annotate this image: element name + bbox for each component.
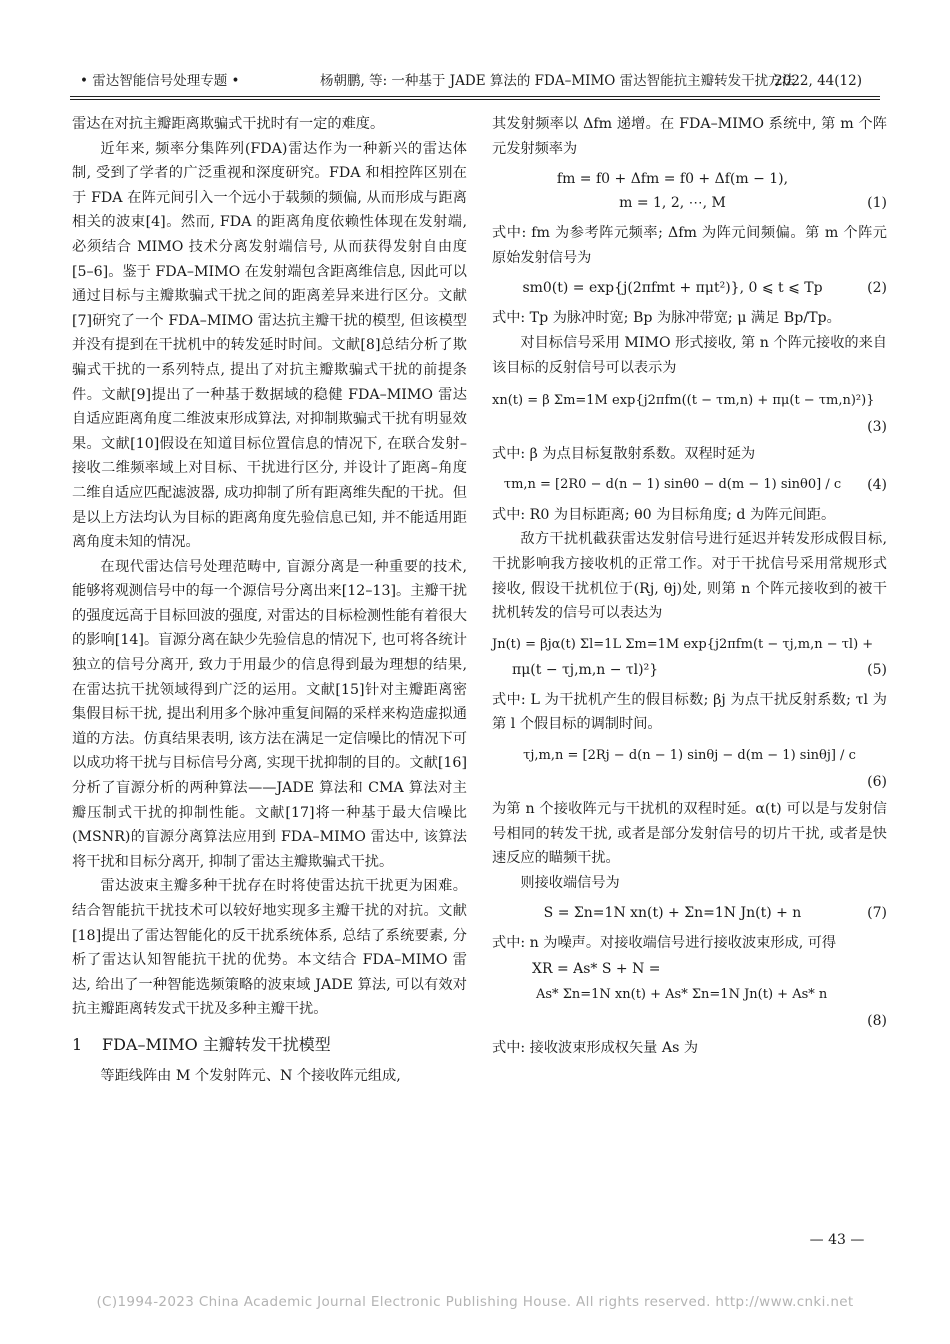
section-number: 1 — [72, 1034, 83, 1054]
equation-body: sm0(t) = exp{j(2πfmt + πμt²)}, 0 ⩽ t ⩽ Tp — [522, 280, 823, 297]
header-section: • 雷达智能信号处理专题 • — [80, 73, 240, 89]
equation-6: τj,m,n = [2Rj − d(n − 1) sinθj − d(m − 1) sinθj] / c — [523, 747, 856, 763]
paragraph: 式中: fm 为参考阵元频率; Δfm 为阵元间频偏。第 m 个阵元原始发射信号为 — [492, 225, 887, 266]
equation-body: fm = f0 + Δfm = f0 + Δf(m − 1), — [556, 171, 789, 188]
equation-number: (6) — [867, 773, 887, 790]
paragraph: 为第 n 个接收阵元与干扰机的双程时延。α(t) 可以是与发射信号相同的转发干扰, 或者是部分发射信号的切片干扰, 或者是快速反应的瞄频干扰。 — [492, 800, 887, 867]
equation-number: (5) — [867, 661, 887, 678]
paragraph: 式中: n 为噪声。对接收端信号进行接收波束形成, 可得 — [492, 935, 837, 952]
header-year-volume: 2022, 44(12) — [774, 73, 862, 89]
equation-number: (7) — [867, 905, 887, 922]
equation-8-cont: As* Σn=1N xn(t) + As* Σn=1N Jn(t) + As* n — [536, 986, 828, 1002]
left-column — [72, 112, 467, 1089]
paragraph: 式中: β 为点目标复散射系数。双程时延为 — [492, 446, 756, 463]
paragraph: 雷达波束主瓣多种干扰存在时将使雷达抗干扰更为困难。结合智能抗干扰技术可以较好地实现多主瓣干扰的对抗。文献[18]提出了雷达智能化的反干扰系统体系, 总结了系统要素, 分析了雷达认知智能抗干扰的优势。本文结合 FDA–MIMO 雷达, 给出了一种智能选频策略的波束域 JADE 算法, 可以有效对抗主瓣距离转发式干扰及多种主瓣干扰。 — [72, 878, 467, 1018]
equation-number: (2) — [867, 280, 887, 297]
paragraph: 等距线阵由 M 个发射阵元、N 个接收阵元组成, — [100, 1067, 401, 1084]
header-rule-top — [70, 96, 880, 97]
equation-1-cont — [492, 191, 887, 215]
equation-number: (1) — [867, 195, 887, 212]
header-rule-bottom — [70, 99, 880, 100]
equation-5: Jn(t) = βjα(t) Σl=1L Σm=1M exp{j2πfm(t − τj,m,n − τl) + — [492, 636, 874, 652]
running-header — [70, 68, 890, 94]
paragraph: 式中: L 为干扰机产生的假目标数; βj 为点干扰反射系数; τl 为第 l 个假目标的调制时间。 — [492, 691, 887, 733]
equation-body: πμ(t − τj,m,n − τl)²} — [512, 661, 659, 678]
section-heading — [72, 1030, 467, 1060]
equation-1 — [492, 167, 887, 191]
copyright-footer: (C)1994-2023 China Academic Journal Electronic Publishing House. All rights reserved. http://www.cnki.net — [96, 1294, 854, 1310]
equation-5-cont — [492, 658, 887, 682]
paragraph: 式中: R0 为目标距离; θ0 为目标角度; d 为阵元间距。 — [492, 506, 836, 523]
equation-number: (8) — [867, 1012, 887, 1029]
equation-body: m = 1, 2, ⋯, M — [619, 195, 726, 212]
equation-body: τm,n = [2R0 − d(n − 1) sinθ0 − d(m − 1) sinθ0] / c — [503, 476, 842, 492]
equation-number: (3) — [867, 419, 887, 436]
page-number: — 43 — — [809, 1232, 865, 1248]
paragraph: 式中: 接收波束形成权矢量 As 为 — [492, 1039, 699, 1056]
paragraph: 则接收端信号为 — [520, 874, 620, 891]
equation-2 — [492, 276, 887, 300]
section-title: FDA–MIMO 主瓣转发干扰模型 — [102, 1034, 331, 1054]
equation-3: xn(t) = β Σm=1M exp{j2πfm((t − τm,n) + πμ(t − τm,n)²)} — [492, 393, 875, 409]
paragraph: 在现代雷达信号处理范畴中, 盲源分离是一种重要的技术, 能够将观测信号中的每一个源信号分离出来[12–13]。主瓣干扰的强度远高于目标回波的强度, 对雷达的目标检测性能有着很大的影响[14]。盲源分离在缺少先验信息的情况下, 也可将各统计独立的信号分离开, 致力于用最少的信息得到最为理想的结果, 在雷达抗干扰领域得到广泛的运用。文献[15]针对主瓣距离密集假目标干扰, 提出利用多个脉冲重复间隔的采样来构造虚拟通道的方法。仿真结果表明, 该方法在满足一定信噪比的情况下可以成功将干扰与目标信号分离, 实现干扰抑制的目的。文献[16]分析了盲源分析的两种算法——JADE 算法和 CMA 算法对主瓣压制式干扰的抑制性能。文献[17]将一种基于最大信噪比(MSNR)的盲源分离算法应用到 FDA–MIMO 雷达中, 该算法将干扰和目标分离开, 抑制了雷达主瓣欺骗式干扰。 — [72, 558, 467, 870]
equation-7 — [492, 901, 887, 925]
equation-4 — [492, 473, 887, 497]
paragraph: 式中: Tp 为脉冲时宽; Bp 为脉冲带宽; μ 满足 Bp/Tp。 — [492, 310, 841, 327]
paragraph: 近年来, 频率分集阵列(FDA)雷达作为一种新兴的雷达体制, 受到了学者的广泛重视和深度研究。FDA 和相控阵区别在于 FDA 在阵元间引入一个远小于载频的频偏, 从而形成与距离相关的波束[4]。然而, FDA 的距离角度依赖性体现在发射端, 必须结合 MIMO 技术分离发射端信号, 从而获得发射自由度[5–6]。鉴于 FDA–MIMO 在发射端包含距离维信息, 因此可以通过目标与主瓣欺骗式干扰之间的距离差异来进行区分。文献[7]研究了一个 FDA–MIMO 雷达抗主瓣干扰的模型, 但该模型并没有提到在干扰机中的转发延时时间。文献[8]总结分析了欺骗式干扰的一系列特点, 提出了对抗主瓣欺骗式干扰的前提条件。文献[9]提出了一种基于数据域的稳健 FDA–MIMO 雷达自适应距离角度二维波束形成算法, 对抑制欺骗式干扰有明显效果。文献[10]假设在知道目标位置信息的情况下, 在联合发射–接收二维频率域上对目标、干扰进行区分, 并设计了距离–角度二维自适应匹配滤波器, 成功抑制了所有距离维失配的干扰。但是以上方法均认为目标的距离角度先验信息已知, 并不能适用距离角度未知的情况。 — [72, 140, 467, 551]
paragraph: 对目标信号采用 MIMO 形式接收, 第 n 个阵元接收的来自该目标的反射信号可以表示为 — [492, 334, 887, 376]
right-column — [492, 112, 887, 1060]
paragraph: 其发射频率以 Δfm 递增。在 FDA–MIMO 系统中, 第 m 个阵元发射频率为 — [492, 116, 887, 157]
header-title: 杨朝鹏, 等: 一种基于 JADE 算法的 FDA–MIMO 雷达智能抗主瓣转发干扰方法 — [320, 73, 796, 89]
equation-8: XR = As* S + N = — [532, 960, 661, 977]
paragraph: 雷达在对抗主瓣距离欺骗式干扰时有一定的难度。 — [72, 116, 385, 132]
equation-body: S = Σn=1N xn(t) + Σn=1N Jn(t) + n — [543, 905, 802, 922]
equation-number: (4) — [867, 476, 887, 493]
paragraph: 敌方干扰机截获雷达发射信号进行延迟并转发形成假目标, 干扰影响我方接收机的正常工作。对于干扰信号采用常规形式接收, 假设干扰机位于(Rj, θj)处, 则第 n 个阵元接收到的被干扰机转发的信号可以表达为 — [492, 531, 887, 622]
